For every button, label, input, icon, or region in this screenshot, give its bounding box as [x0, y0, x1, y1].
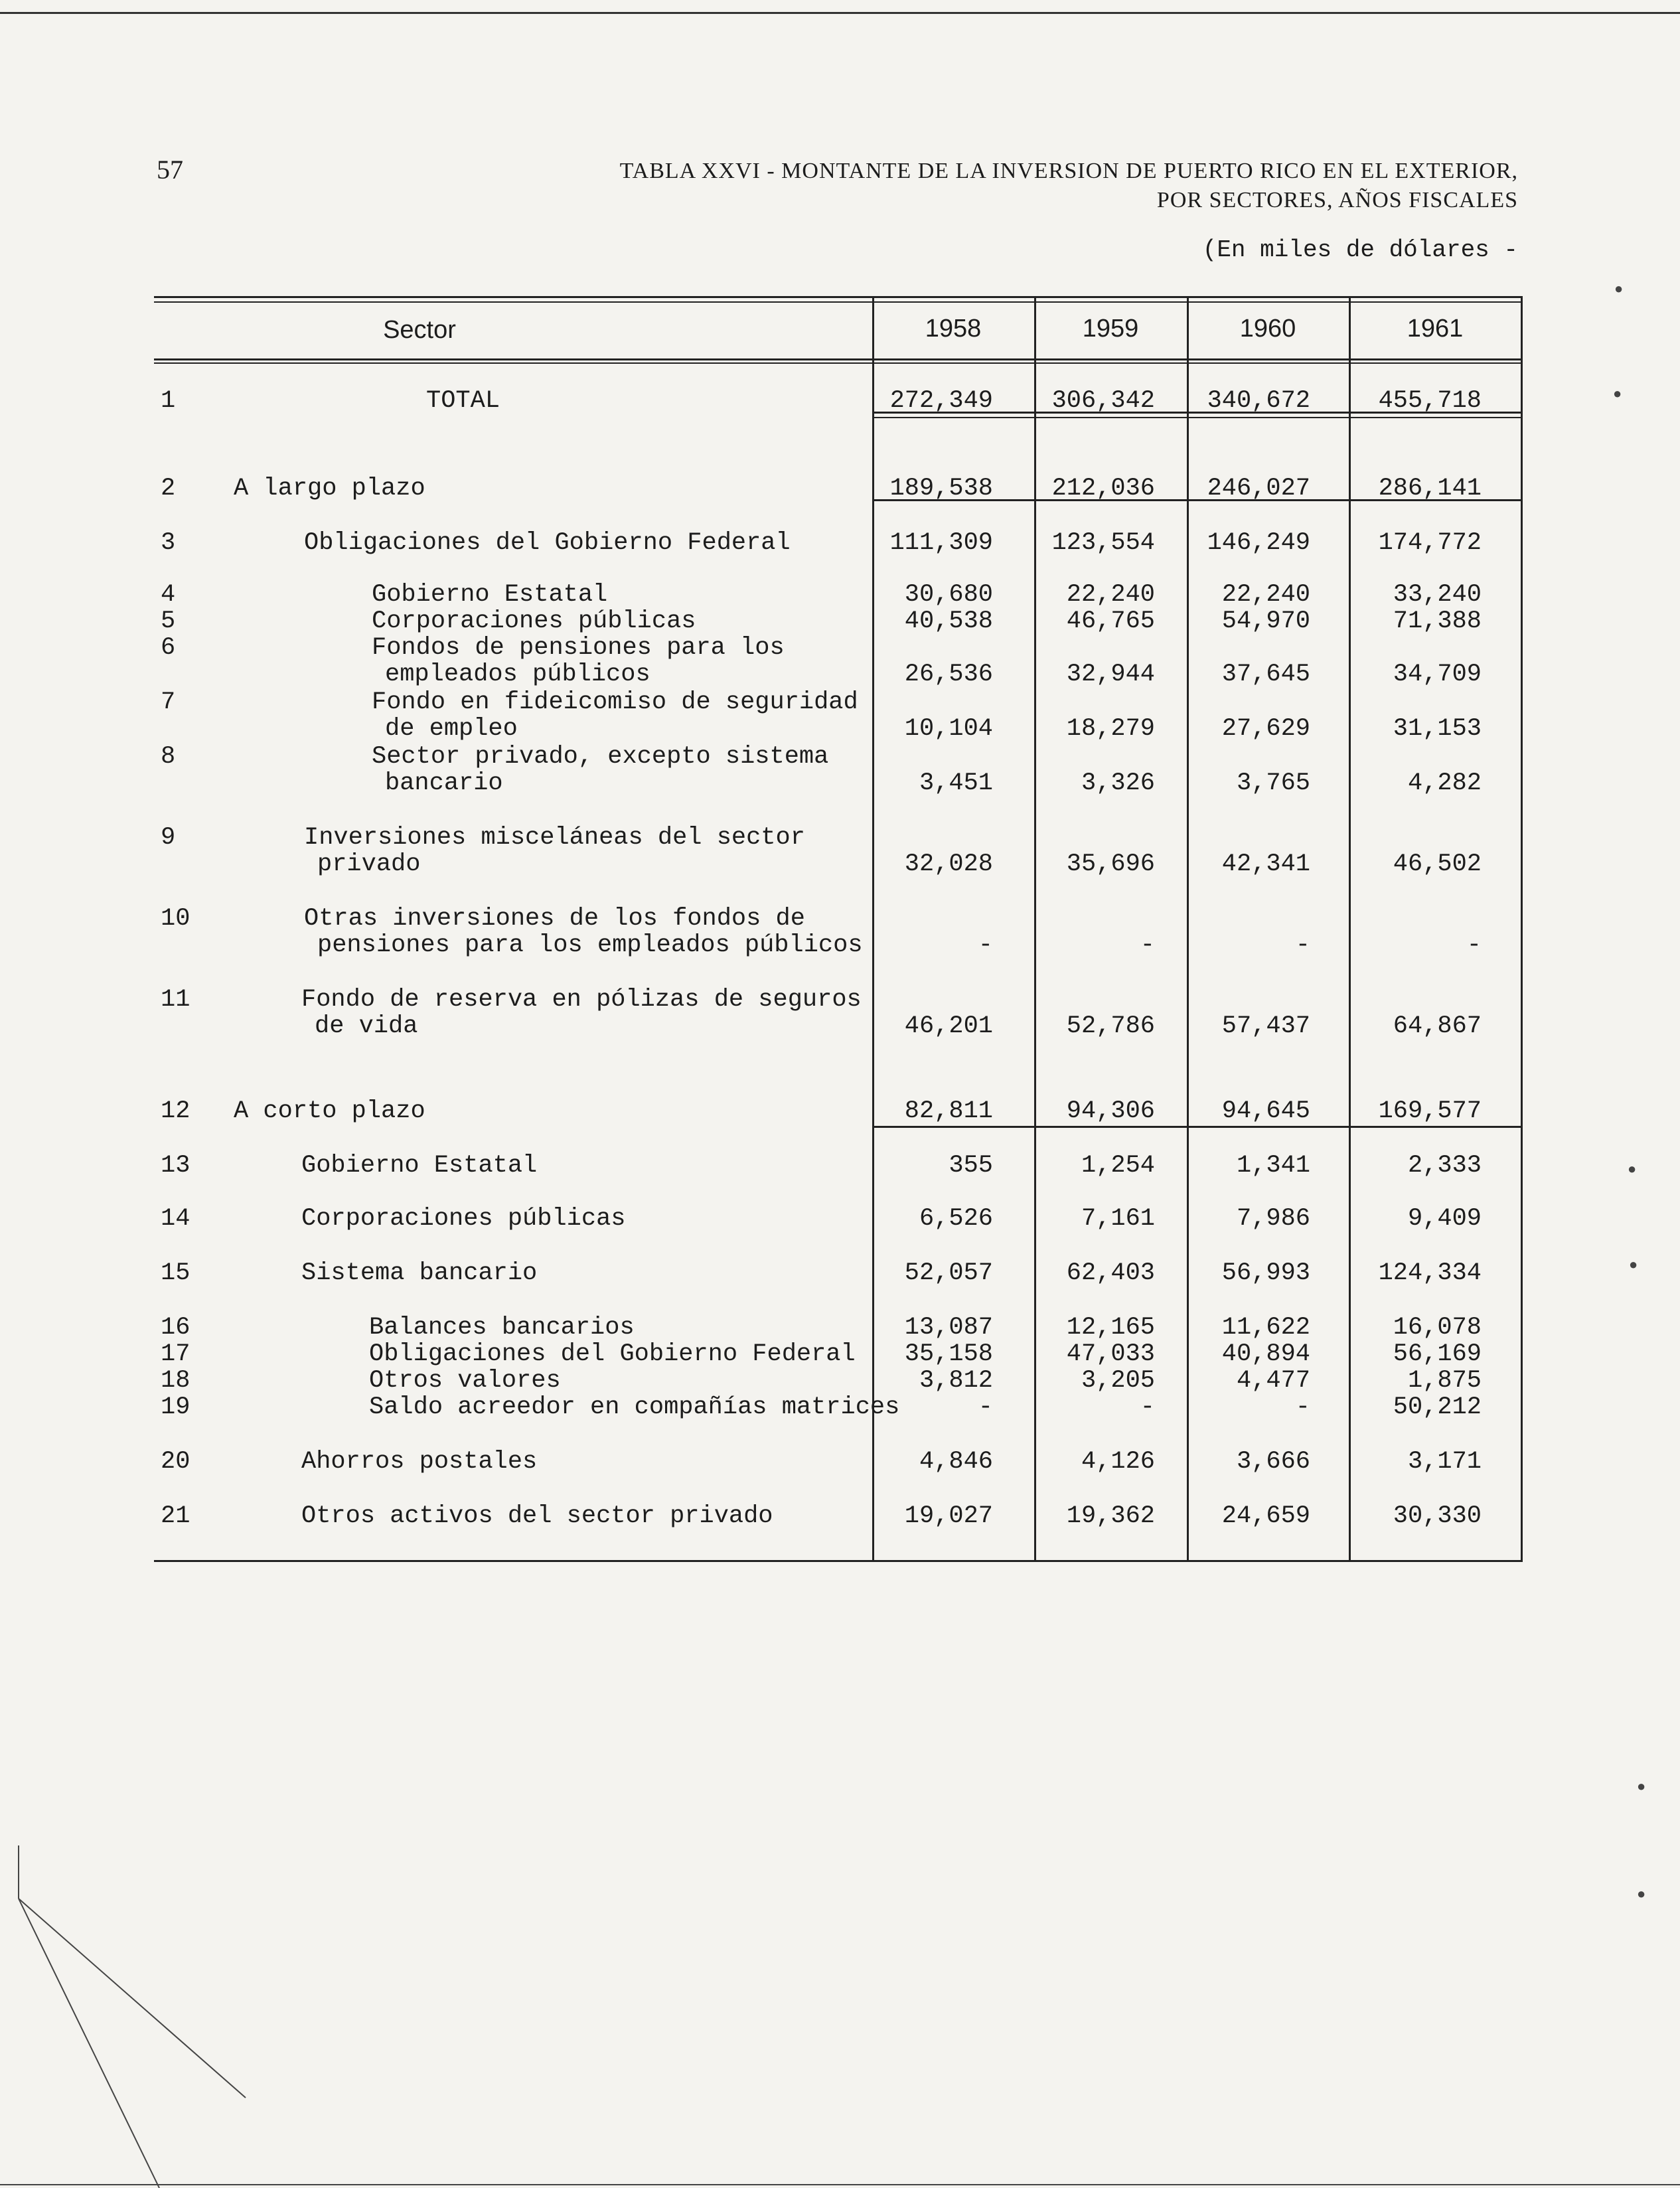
cell-value-1958: 13,087 [904, 1314, 993, 1342]
row-number: 5 [161, 607, 176, 635]
row-label: Otros valores [369, 1367, 561, 1395]
row-label: Obligaciones del Gobierno Federal [304, 529, 791, 557]
corto-plazo-underline [872, 1126, 1523, 1128]
cell-value-1961: 34,709 [1393, 661, 1482, 688]
cell-value-1961: 56,169 [1393, 1340, 1482, 1368]
row-label: Sistema bancario [301, 1259, 538, 1287]
row-label: empleados públicos [385, 661, 650, 688]
row-label: Sector privado, excepto sistema [372, 743, 829, 771]
cell-value-1958: 19,027 [904, 1502, 993, 1530]
cell-value-1960: 7,986 [1236, 1205, 1310, 1233]
cell-value-1960: 27,629 [1221, 715, 1310, 743]
row-label: Gobierno Estatal [301, 1152, 538, 1180]
row-label: pensiones para los empleados públicos [317, 931, 863, 959]
row-number: 10 [161, 905, 191, 933]
cell-value-1959: - [1140, 931, 1155, 959]
row-number: 18 [161, 1367, 191, 1395]
row-number: 8 [161, 743, 176, 771]
row-number: 4 [161, 581, 176, 609]
title-line-1: TABLA XXVI - MONTANTE DE LA INVERSION DE PUERTO RICO EN EL EXTERIOR, [619, 159, 1518, 183]
cell-value-1959: 4,126 [1081, 1448, 1155, 1476]
units-note: (En miles de dólares - [1202, 236, 1518, 264]
row-label: A largo plazo [234, 475, 425, 503]
header-sector: Sector [383, 316, 456, 344]
row-number: 12 [161, 1097, 191, 1125]
cell-value-1958: 26,536 [904, 661, 993, 688]
cell-value-1958: 189,538 [889, 475, 993, 503]
cell-value-1959: 32,944 [1066, 661, 1155, 688]
cell-value-1958: 82,811 [904, 1097, 993, 1125]
cell-value-1958: 3,812 [919, 1367, 993, 1395]
cell-value-1961: 46,502 [1393, 850, 1482, 878]
cell-value-1958: 355 [949, 1152, 993, 1180]
row-number: 19 [161, 1393, 191, 1421]
table-top-rule-1 [154, 296, 1523, 298]
row-number: 17 [161, 1340, 191, 1368]
cell-value-1959: 306,342 [1051, 387, 1155, 415]
cell-value-1960: 94,645 [1221, 1097, 1310, 1125]
row-label: de empleo [385, 715, 518, 743]
row-label: Corporaciones públicas [301, 1205, 626, 1233]
scan-mark-2: ● [1613, 386, 1622, 403]
row-label: Corporaciones públicas [372, 607, 696, 635]
cell-value-1958: 40,538 [904, 607, 993, 635]
cell-value-1959: - [1140, 1393, 1155, 1421]
row-label: Fondo en fideicomiso de seguridad [372, 688, 858, 716]
row-label: Otras inversiones de los fondos de [304, 905, 805, 933]
cell-value-1960: 22,240 [1221, 581, 1310, 609]
row-number: 9 [161, 824, 176, 852]
header-bottom-rule-1 [154, 358, 1523, 360]
cell-value-1961: 3,171 [1407, 1448, 1482, 1476]
cell-value-1961: 30,330 [1393, 1502, 1482, 1530]
row-number: 20 [161, 1448, 191, 1476]
cell-value-1959: 12,165 [1066, 1314, 1155, 1342]
table-top-rule-2 [154, 301, 1523, 303]
row-label: de vida [315, 1012, 418, 1040]
page-top-rule [0, 12, 1680, 14]
row-number: 1 [161, 387, 176, 415]
cell-value-1961: 71,388 [1393, 607, 1482, 635]
row-number: 16 [161, 1314, 191, 1342]
cell-value-1961: 9,409 [1407, 1205, 1482, 1233]
page-fold-lines [0, 1845, 266, 2188]
cell-value-1959: 18,279 [1066, 715, 1155, 743]
header-year-1960: 1960 [1239, 315, 1296, 343]
cell-value-1960: - [1295, 931, 1310, 959]
cell-value-1959: 1,254 [1081, 1152, 1155, 1180]
cell-value-1961: 169,577 [1378, 1097, 1482, 1125]
cell-value-1960: 11,622 [1221, 1314, 1310, 1342]
cell-value-1961: 16,078 [1393, 1314, 1482, 1342]
cell-value-1959: 47,033 [1066, 1340, 1155, 1368]
row-label: Balances bancarios [369, 1314, 635, 1342]
row-number: 6 [161, 634, 176, 662]
cell-value-1959: 123,554 [1051, 529, 1155, 557]
cell-value-1961: 174,772 [1378, 529, 1482, 557]
cell-value-1960: 56,993 [1221, 1259, 1310, 1287]
table-title [620, 157, 1518, 215]
cell-value-1958: 4,846 [919, 1448, 993, 1476]
title-line-2: POR SECTORES, AÑOS FISCALES [1156, 188, 1518, 212]
cell-value-1961: 33,240 [1393, 581, 1482, 609]
row-number: 2 [161, 475, 176, 503]
cell-value-1960: 42,341 [1221, 850, 1310, 878]
data-table [154, 296, 1523, 1561]
header-year-1959: 1959 [1082, 315, 1139, 343]
cell-value-1960: 24,659 [1221, 1502, 1310, 1530]
header-year-1961: 1961 [1407, 315, 1464, 343]
cell-value-1958: 10,104 [904, 715, 993, 743]
row-label: Fondos de pensiones para los [372, 634, 785, 662]
row-label: Gobierno Estatal [372, 581, 608, 609]
header-year-1958: 1958 [925, 315, 982, 343]
cell-value-1959: 46,765 [1066, 607, 1155, 635]
cell-value-1958: 35,158 [904, 1340, 993, 1368]
row-number: 11 [161, 986, 191, 1014]
row-label: Saldo acreedor en compañías matrices [369, 1393, 900, 1421]
row-number: 13 [161, 1152, 191, 1180]
row-number: 3 [161, 529, 176, 557]
cell-value-1960: - [1295, 1393, 1310, 1421]
cell-value-1958: 52,057 [904, 1259, 993, 1287]
cell-value-1958: 272,349 [889, 387, 993, 415]
cell-value-1960: 4,477 [1236, 1367, 1310, 1395]
cell-value-1958: 3,451 [919, 769, 993, 797]
cell-value-1961: 50,212 [1393, 1393, 1482, 1421]
cell-value-1958: 111,309 [889, 529, 993, 557]
row-label: Fondo de reserva en pólizas de seguros [301, 986, 862, 1014]
cell-value-1959: 3,205 [1081, 1367, 1155, 1395]
row-label: privado [317, 850, 421, 878]
cell-value-1960: 40,894 [1221, 1340, 1310, 1368]
row-label: Inversiones misceláneas del sector [304, 824, 805, 852]
cell-value-1961: 124,334 [1378, 1259, 1482, 1287]
scan-mark-1: ● [1614, 281, 1624, 298]
table-bottom-rule [154, 1560, 1523, 1562]
row-number: 7 [161, 688, 176, 716]
cell-value-1960: 37,645 [1221, 661, 1310, 688]
cell-value-1961: 64,867 [1393, 1012, 1482, 1040]
scan-mark-5: ● [1637, 1779, 1646, 1796]
cell-value-1961: 31,153 [1393, 715, 1482, 743]
cell-value-1960: 246,027 [1207, 475, 1310, 503]
cell-value-1959: 94,306 [1066, 1097, 1155, 1125]
cell-value-1961: - [1466, 931, 1482, 959]
cell-value-1960: 3,666 [1236, 1448, 1310, 1476]
row-label: Obligaciones del Gobierno Federal [369, 1340, 856, 1368]
scan-mark-3: ● [1628, 1162, 1637, 1178]
row-label: Ahorros postales [301, 1448, 538, 1476]
cell-value-1958: 32,028 [904, 850, 993, 878]
cell-value-1959: 52,786 [1066, 1012, 1155, 1040]
cell-value-1959: 22,240 [1066, 581, 1155, 609]
cell-value-1960: 1,341 [1236, 1152, 1310, 1180]
scan-mark-4: ● [1629, 1257, 1638, 1274]
cell-value-1958: 6,526 [919, 1205, 993, 1233]
cell-value-1959: 7,161 [1081, 1205, 1155, 1233]
cell-value-1958: 46,201 [904, 1012, 993, 1040]
total-underline-2 [872, 417, 1523, 418]
cell-value-1961: 286,141 [1378, 475, 1482, 503]
cell-value-1961: 455,718 [1378, 387, 1482, 415]
cell-value-1961: 2,333 [1407, 1152, 1482, 1180]
row-number: 14 [161, 1205, 191, 1233]
cell-value-1960: 340,672 [1207, 387, 1310, 415]
row-label: Otros activos del sector privado [301, 1502, 773, 1530]
cell-value-1958: - [978, 931, 993, 959]
cell-value-1961: 4,282 [1407, 769, 1482, 797]
cell-value-1959: 212,036 [1051, 475, 1155, 503]
page-bottom-rule [0, 2184, 1680, 2185]
cell-value-1959: 35,696 [1066, 850, 1155, 878]
row-label: A corto plazo [234, 1097, 425, 1125]
cell-value-1959: 62,403 [1066, 1259, 1155, 1287]
cell-value-1960: 146,249 [1207, 529, 1310, 557]
header-bottom-rule-2 [154, 362, 1523, 364]
page-number: 57 [157, 155, 183, 185]
cell-value-1959: 19,362 [1066, 1502, 1155, 1530]
cell-value-1958: - [978, 1393, 993, 1421]
cell-value-1960: 54,970 [1221, 607, 1310, 635]
cell-value-1960: 3,765 [1236, 769, 1310, 797]
cell-value-1960: 57,437 [1221, 1012, 1310, 1040]
cell-value-1959: 3,326 [1081, 769, 1155, 797]
cell-value-1961: 1,875 [1407, 1367, 1482, 1395]
row-number: 15 [161, 1259, 191, 1287]
scan-mark-6: ● [1637, 1887, 1646, 1903]
col-divider-right [1521, 296, 1523, 1561]
row-label: bancario [385, 769, 503, 797]
cell-value-1958: 30,680 [904, 581, 993, 609]
row-number: 21 [161, 1502, 191, 1530]
row-label: TOTAL [426, 387, 500, 415]
